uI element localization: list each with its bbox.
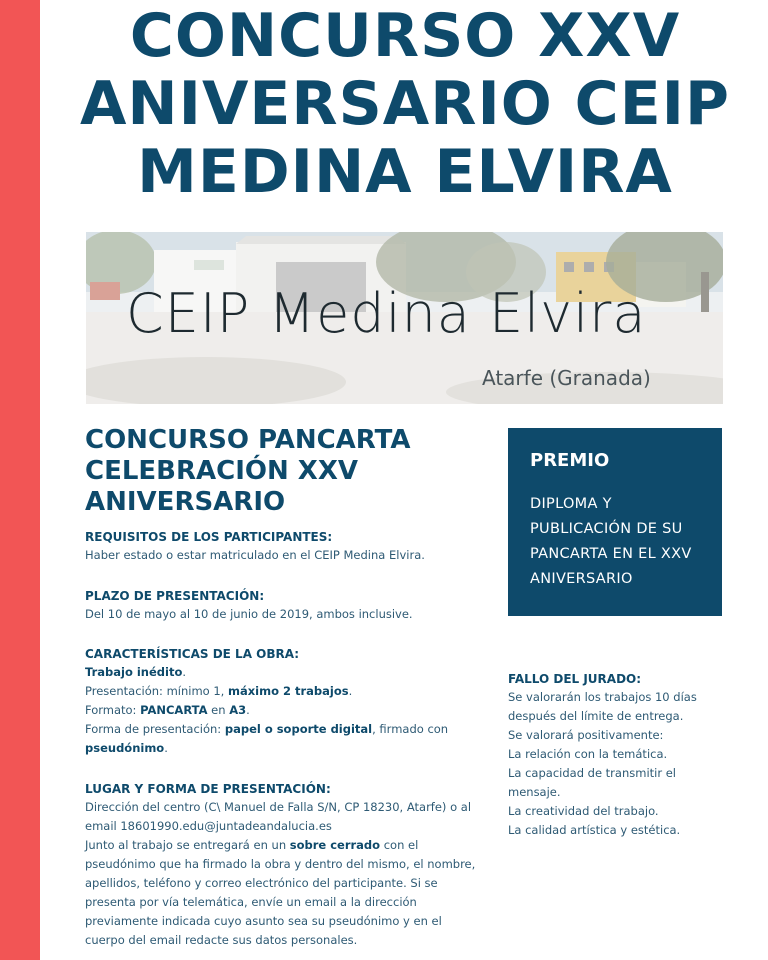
side-accent-bar bbox=[0, 0, 40, 960]
plazo-heading: PLAZO DE PRESENTACIÓN: bbox=[85, 589, 265, 603]
jurado-line-1: Se valorarán los trabajos 10 días después del límite de entrega. bbox=[508, 690, 697, 723]
photo-subtitle: Atarfe (Granada) bbox=[482, 366, 651, 390]
section-title-line-3: ANIVERSARIO bbox=[85, 487, 286, 517]
caracteristicas-l4-mid: , firmado con bbox=[372, 722, 449, 736]
jurado-block bbox=[508, 670, 723, 840]
jurado-heading: FALLO DEL JURADO: bbox=[508, 672, 642, 686]
caracteristicas-line-3 bbox=[85, 701, 505, 720]
caracteristicas-l2-pre: Presentación: mínimo 1, bbox=[85, 684, 228, 698]
lugar-p1: Dirección del centro (C\ Manuel de Falla S/N, CP 18230, Atarfe) o al email 18601990.edu@juntadeandalucia.es bbox=[85, 800, 472, 833]
caracteristicas-l3-bold1: PANCARTA bbox=[140, 703, 208, 717]
caracteristicas-heading: CARACTERÍSTICAS DE LA OBRA: bbox=[85, 647, 300, 661]
jurado-line-2: Se valorará positivamente: bbox=[508, 728, 664, 742]
caracteristicas-l3-bold2: A3 bbox=[229, 703, 247, 717]
plazo-block bbox=[85, 587, 505, 624]
caracteristicas-l2-bold: máximo 2 trabajos bbox=[227, 684, 349, 698]
caracteristicas-l3-mid: en bbox=[207, 703, 230, 717]
caracteristicas-l5-bold: pseudónimo bbox=[85, 741, 165, 755]
lugar-p2 bbox=[85, 836, 477, 950]
school-photo bbox=[86, 232, 723, 404]
caracteristicas-line-1 bbox=[85, 663, 505, 682]
jurado-line-4: La capacidad de transmitir el mensaje. bbox=[508, 766, 676, 799]
plazo-text: Del 10 de mayo al 10 de junio de 2019, ambos inclusive. bbox=[85, 607, 413, 621]
caracteristicas-l4-pre: Forma de presentación: bbox=[85, 722, 225, 736]
caracteristicas-l4-bold: papel o soporte digital bbox=[224, 722, 373, 736]
lugar-p2-post: con el pseudónimo que ha firmado la obra y dentro del mismo, el nombre, apellidos, teléfono y correo electrónico del participante. Si se presenta por vía telemática, envíe un email a la dirección previamente indicada cuyo asunto sea su pseudónimo y en el cuerpo del email redacte sus datos personales. bbox=[85, 838, 476, 947]
jurado-line-5: La creatividad del trabajo. bbox=[508, 804, 659, 818]
requisitos-heading: REQUISITOS DE LOS PARTICIPANTES: bbox=[85, 530, 333, 544]
section-title-line-1: CONCURSO PANCARTA bbox=[85, 425, 411, 455]
caracteristicas-line-4 bbox=[85, 720, 505, 739]
title-line-2: ANIVERSARIO CEIP bbox=[80, 69, 730, 139]
jurado-line-3: La relación con la temática. bbox=[508, 747, 668, 761]
caracteristicas-line-2 bbox=[85, 682, 505, 701]
caracteristicas-l3-pre: Formato: bbox=[85, 703, 141, 717]
lugar-block bbox=[85, 780, 477, 950]
premio-title: PREMIO bbox=[530, 450, 610, 471]
premio-box bbox=[508, 428, 722, 616]
caracteristicas-l5-end: . bbox=[164, 741, 168, 755]
caracteristicas-block bbox=[85, 645, 505, 758]
jurado-line-6: La calidad artística y estética. bbox=[508, 823, 681, 837]
section-title bbox=[85, 425, 485, 518]
photo-title: CEIP Medina Elvira bbox=[126, 282, 647, 345]
caracteristicas-l3-end: . bbox=[246, 703, 250, 717]
section-title-line-2: CELEBRACIÓN XXV bbox=[85, 456, 359, 486]
lugar-p2-pre: Junto al trabajo se entregará en un bbox=[85, 838, 290, 852]
requisitos-block bbox=[85, 528, 505, 565]
caracteristicas-line-5 bbox=[85, 739, 505, 758]
lugar-heading: LUGAR Y FORMA DE PRESENTACIÓN: bbox=[85, 782, 331, 796]
caracteristicas-l1-bold: Trabajo inédito bbox=[85, 665, 183, 679]
title-line-3: MEDINA ELVIRA bbox=[137, 137, 673, 207]
caracteristicas-l1-end: . bbox=[182, 665, 187, 679]
premio-text: DIPLOMA Y PUBLICACIÓN DE SU PANCARTA EN EL XXV ANIVERSARIO bbox=[530, 496, 692, 587]
caracteristicas-l2-end: . bbox=[348, 684, 353, 698]
requisitos-text: Haber estado o estar matriculado en el CEIP Medina Elvira. bbox=[85, 548, 425, 562]
title-line-1: CONCURSO XXV bbox=[129, 1, 681, 71]
lugar-p2-bold: sobre cerrado bbox=[289, 838, 381, 852]
page-title bbox=[60, 2, 750, 206]
